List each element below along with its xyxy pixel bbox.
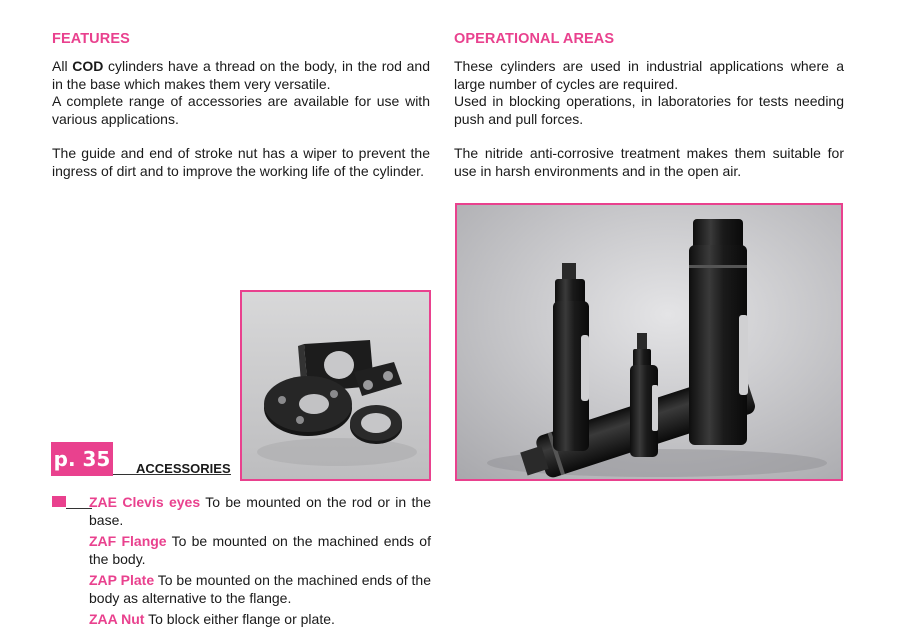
operational-paragraph-3: The nitride anti-corrosive treatment makes them suitable for use in harsh environments and in the open air.: [454, 145, 844, 179]
accessories-list: [89, 493, 431, 631]
accessory-item: [89, 571, 431, 607]
operational-paragraph-1: These cylinders are used in industrial applications where a large number of cycles are required.: [454, 58, 844, 92]
accessory-name: ZAP Plate: [89, 572, 155, 588]
accessory-desc: To block either flange or plate.: [144, 611, 335, 627]
accessory-item: [89, 532, 431, 568]
accessories-illustration: [242, 292, 429, 479]
accessory-name: ZAF Flange: [89, 533, 167, 549]
features-p1-bold: COD: [72, 58, 104, 74]
accessories-bullet-icon: [52, 496, 66, 507]
accessories-title: ACCESSORIES: [136, 461, 231, 476]
operational-heading: OPERATIONAL AREAS: [454, 31, 615, 47]
features-text: [52, 58, 430, 180]
features-p1-post: cylinders have a thread on the body, in the rod and in the base which makes them very versatile.: [52, 58, 431, 92]
cylinders-photo: [455, 203, 843, 481]
accessory-name: ZAE Clevis eyes: [89, 494, 201, 510]
features-paragraph-3: The guide and end of stroke nut has a wiper to prevent the ingress of dirt and to improve the working life of the cylinder.: [52, 145, 430, 179]
operational-paragraph-2: Used in blocking operations, in laboratories for tests needing push and pull forces.: [454, 93, 844, 127]
features-p1-pre: All: [52, 58, 73, 74]
page-reference-badge[interactable]: p. 35: [51, 442, 113, 476]
accessory-desc: To be mounted on the machined ends of the body.: [89, 533, 431, 567]
cylinders-illustration: [457, 205, 841, 479]
accessory-item: [89, 493, 431, 529]
features-paragraph-1: [52, 58, 430, 93]
features-paragraph-2: A complete range of accessories are available for use with various applications.: [52, 93, 430, 127]
accessory-desc: To be mounted on the machined ends of the body as alternative to the flange.: [89, 572, 431, 606]
accessories-photo: [240, 290, 431, 481]
accessory-name: ZAA Nut: [89, 611, 145, 627]
accessory-desc: To be mounted on the rod or in the base.: [89, 494, 431, 528]
features-heading: FEATURES: [52, 31, 130, 47]
operational-text: [454, 58, 844, 180]
accessory-item: [89, 610, 431, 628]
